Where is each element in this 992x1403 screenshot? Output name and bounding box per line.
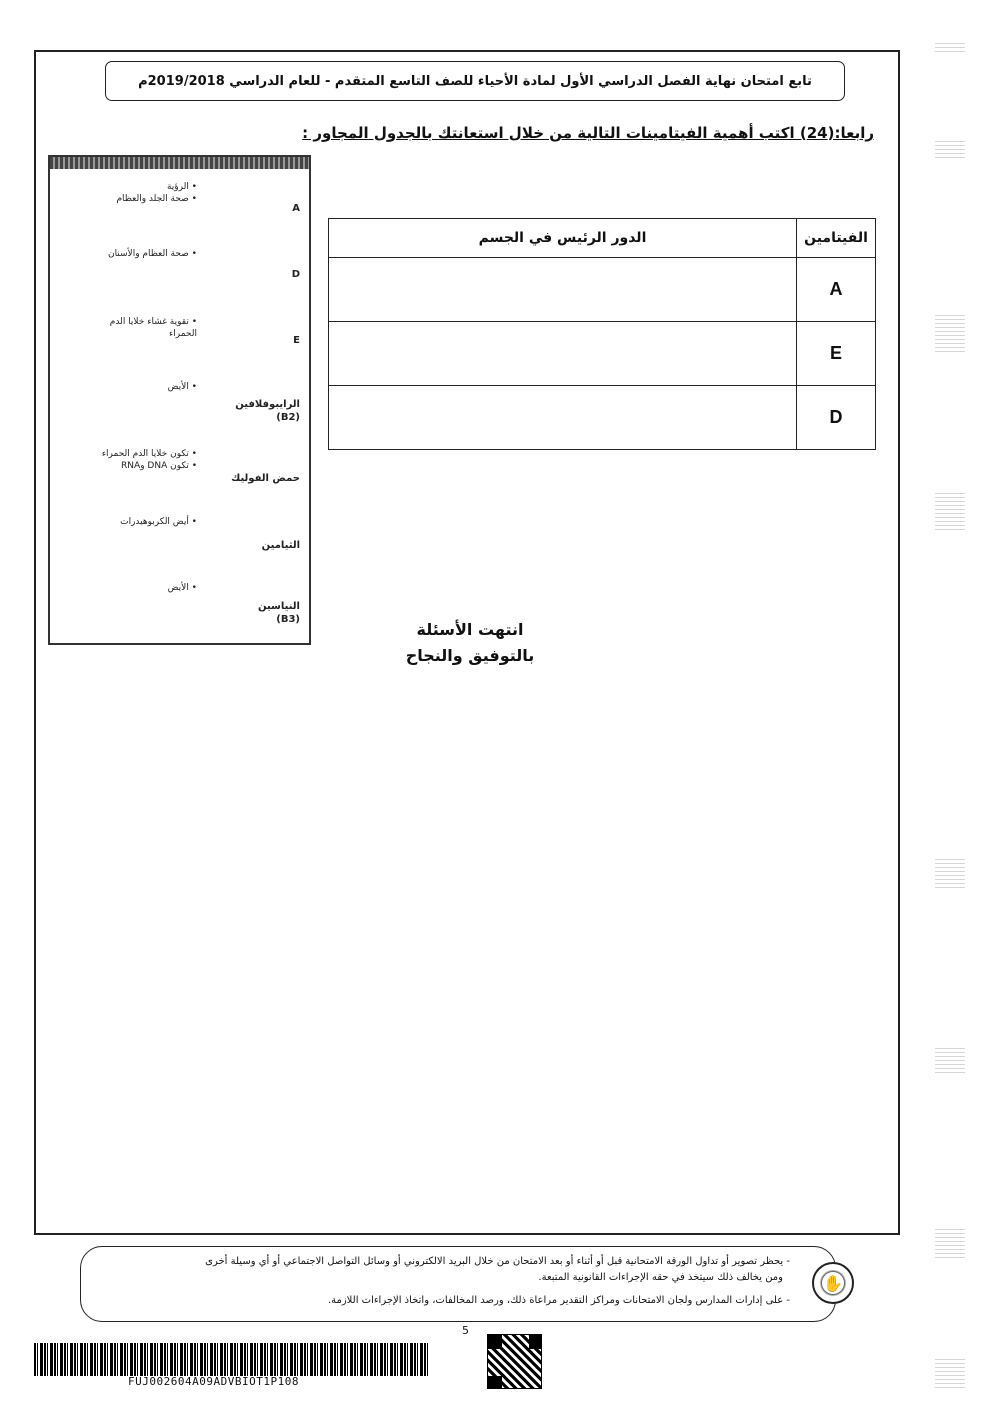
ref-name: E (293, 335, 300, 346)
vitamin-cell: E (797, 322, 876, 386)
ref-name: حمض الفوليك (231, 473, 300, 484)
ref-name: النياسين (B3) (257, 601, 300, 625)
barcode-icon (34, 1343, 430, 1376)
ref-name: D (291, 269, 300, 280)
exam-title: تابع امتحان نهاية الفصل الدراسي الأول لمادة الأحياء للصف التاسع المتقدم - للعام الدراسي 2019/2018م (138, 73, 812, 89)
table-row (329, 258, 876, 322)
role-answer-cell[interactable] (329, 258, 797, 322)
ref-desc: • صحة العظام والأسنان (107, 249, 197, 259)
barcode-text: FUJ002604A09ADVBIOT1P108 (128, 1375, 299, 1388)
scan-noise (935, 40, 965, 52)
warning-stamp-icon: ✋ (812, 1262, 854, 1304)
ref-desc: • تقوية غشاء خلايا الدم الحمراء (109, 317, 197, 339)
column-header-vitamin: الفيتامين (797, 219, 876, 258)
closing-line-2: بالتوفيق والنجاح (405, 646, 535, 665)
ref-name: الثيامين (261, 540, 300, 551)
reference-panel-header (50, 157, 309, 169)
vitamin-table (328, 218, 876, 450)
closing-line-1: انتهت الأسئلة (416, 620, 524, 639)
exam-header (105, 61, 845, 101)
scan-noise (935, 312, 965, 352)
scan-noise (935, 490, 965, 530)
ref-desc: • الرؤية • صحة الجلد والعظام (116, 182, 197, 204)
role-answer-cell[interactable] (329, 386, 797, 450)
footer-line-1: - يحظر تصوير أو تداول الورقة الامتحانية قبل أو أثناء أو بعد الامتحان من خلال البريد الالكتروني أو وسائل التواصل الاجتماعي أو أي وسيلة أخرى (205, 1256, 790, 1267)
scan-noise (935, 140, 965, 158)
ref-name: A (292, 203, 300, 214)
table-row (329, 322, 876, 386)
question-prompt: رابعا:(24) اكتب أهمية الفيتامينات التالية من خلال استعانتك بالجدول المجاور : (302, 124, 874, 142)
ref-name: الرايبوفلافين (B2) (235, 399, 300, 423)
ref-desc: • تكون خلايا الدم الحمراء • تكون DNA وRNA (101, 449, 197, 471)
footer-line-2: ومن يخالف ذلك سيتخذ في حقه الإجراءات القانونية المتبعة. (538, 1272, 783, 1283)
vitamin-cell: A (797, 258, 876, 322)
vitamin-cell: D (797, 386, 876, 450)
ref-desc: • الأيض (167, 583, 197, 593)
table-row (329, 386, 876, 450)
scan-noise (935, 1358, 965, 1388)
column-header-role: الدور الرئيس في الجسم (329, 219, 797, 258)
qr-code-icon (487, 1334, 542, 1389)
ref-desc: • أيض الكربوهيدرات (120, 517, 197, 527)
footer-line-3: - على إدارات المدارس ولجان الامتحانات ومراكز التقدير مراعاة ذلك، ورصد المخالفات، واتخاذ الإجراءات اللازمة. (327, 1295, 790, 1306)
scan-noise (935, 1228, 965, 1258)
table-header-row (329, 219, 876, 258)
footer-notice (80, 1246, 836, 1322)
scan-noise (935, 858, 965, 888)
ref-desc: • الأيض (167, 382, 197, 392)
page-number: 5 (462, 1324, 469, 1337)
scan-noise (935, 1048, 965, 1073)
role-answer-cell[interactable] (329, 322, 797, 386)
closing-message (380, 617, 560, 669)
